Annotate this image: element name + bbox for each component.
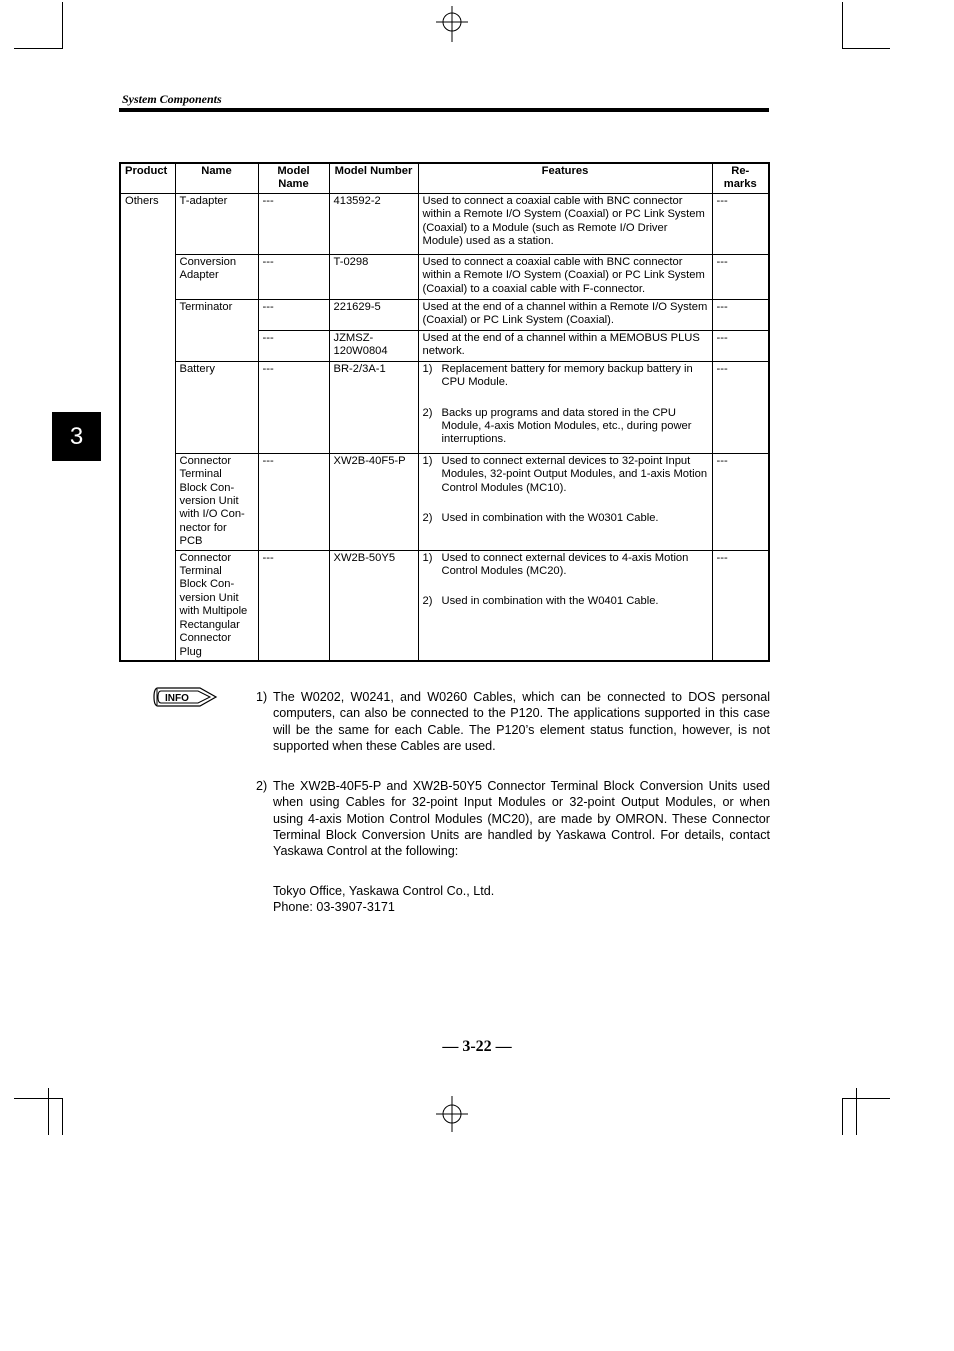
page-number: — 3-22 — <box>442 1038 512 1055</box>
registration-mark-top-icon <box>432 4 472 44</box>
remarks-cell: --- <box>712 254 769 299</box>
features-cell: Used at the end of a channel within a Remote I/O System (Coaxial) or PC Link System (Coaxial). <box>418 299 712 330</box>
header-model-number: Model Number <box>329 163 418 193</box>
model-name-cell: --- <box>258 193 329 254</box>
model-name-cell: --- <box>258 453 329 550</box>
header-rule <box>119 108 769 112</box>
remarks-cell: --- <box>712 299 769 330</box>
table-row <box>120 453 769 550</box>
table-header-row <box>120 163 769 193</box>
header-remarks: Re-marks <box>712 163 769 193</box>
table-row <box>120 361 769 453</box>
model-number-cell: 221629-5 <box>329 299 418 330</box>
features-cell: Used at the end of a channel within a MEMOBUS PLUS network. <box>418 330 712 361</box>
info-icon <box>152 686 220 708</box>
features-cell <box>418 550 712 661</box>
note-1: 1) The W0202, W0241, and W0260 Cables, which can be connected to DOS personal computers, can also be connected to the P120. The applications supported in this case will be the same for each Cable. The P120’s element status function, however, is not supported when these Cables are used. <box>256 690 770 753</box>
remarks-cell: --- <box>712 361 769 453</box>
features-cell: Used to connect a coaxial cable with BNC connector within a Remote I/O System (Coaxial) or PC Link System (Coaxial) to a Module (such as Remote I/O Driver Module) used as a station. <box>418 193 712 254</box>
name-cell: Terminator <box>175 299 258 361</box>
remarks-cell: --- <box>712 550 769 661</box>
features-cell: Used to connect a coaxial cable with BNC connector within a Remote I/O System (Coaxial) or PC Link System (Coaxial) to a coaxial cable with F-connector. <box>418 254 712 299</box>
name-cell: Battery <box>175 361 258 453</box>
remarks-cell: --- <box>712 453 769 550</box>
feature-item: 1) Used to connect external devices to 4-axis Motion Control Modules (MC20). <box>422 551 689 578</box>
product-cell: Others <box>120 193 175 661</box>
header-features: Features <box>418 163 712 193</box>
table-row <box>120 193 769 254</box>
chapter-tab: 3 <box>52 412 101 461</box>
name-cell: Connector Terminal Block Con- version Unit with I/O Con- nector for PCB <box>175 453 258 550</box>
feature-item: 1) Replacement battery for memory backup battery in CPU Module. <box>422 362 693 389</box>
features-cell <box>418 361 712 453</box>
model-name-cell: --- <box>258 330 329 361</box>
model-number-cell: JZMSZ- 120W0804 <box>329 330 418 361</box>
header-name: Name <box>175 163 258 193</box>
svg-text:INFO: INFO <box>165 693 189 704</box>
model-name-cell: --- <box>258 299 329 330</box>
section-title: System Components <box>122 92 222 106</box>
remarks-cell: --- <box>712 330 769 361</box>
model-number-cell: T-0298 <box>329 254 418 299</box>
model-name-cell: --- <box>258 361 329 453</box>
header-product: Product <box>120 163 175 193</box>
features-cell <box>418 453 712 550</box>
model-number-cell: 413592-2 <box>329 193 418 254</box>
model-number-cell: BR-2/3A-1 <box>329 361 418 453</box>
table-row <box>120 299 769 330</box>
header-model-name: Model Name <box>258 163 329 193</box>
registration-mark-bottom-icon <box>432 1094 472 1134</box>
components-table <box>119 162 770 662</box>
table-row <box>120 254 769 299</box>
feature-item: 1) Used to connect external devices to 32-point Input Modules, 32-point Output Modules, and 1-axis Motion Control Modules (MC10). <box>422 454 708 494</box>
name-cell: T-adapter <box>175 193 258 254</box>
model-number-cell: XW2B-40F5-P <box>329 453 418 550</box>
table-row <box>120 550 769 661</box>
remarks-cell: --- <box>712 193 769 254</box>
feature-item: 2) Used in combination with the W0401 Cable. <box>422 595 659 608</box>
note-2: 2) The XW2B-40F5-P and XW2B-50Y5 Connector Terminal Block Conversion Units used when using Cables for 32-point Input Modules or 32-point Output Modules, or when using 4-axis Motion Control Modules (MC20), are made by OMRON. These Connector Terminal Block Conversion Units are handled by Yaskawa Control. For details, contact Yaskawa Control at the following: <box>256 779 770 859</box>
feature-item: 2) Used in combination with the W0301 Cable. <box>422 512 659 525</box>
contact-office: Tokyo Office, Yaskawa Control Co., Ltd. <box>273 884 495 898</box>
feature-item: 2) Backs up programs and data stored in the CPU Module, 4-axis Motion Modules, etc., during power interruptions. <box>422 406 692 446</box>
contact-phone: Phone: 03-3907-3171 <box>273 900 395 915</box>
contact-block <box>273 883 494 916</box>
model-name-cell: --- <box>258 550 329 661</box>
model-number-cell: XW2B-50Y5 <box>329 550 418 661</box>
name-cell: Connector Terminal Block Con- version Unit with Multipole Rectangular Connector Plug <box>175 550 258 661</box>
name-cell: Conversion Adapter <box>175 254 258 299</box>
model-name-cell: --- <box>258 254 329 299</box>
